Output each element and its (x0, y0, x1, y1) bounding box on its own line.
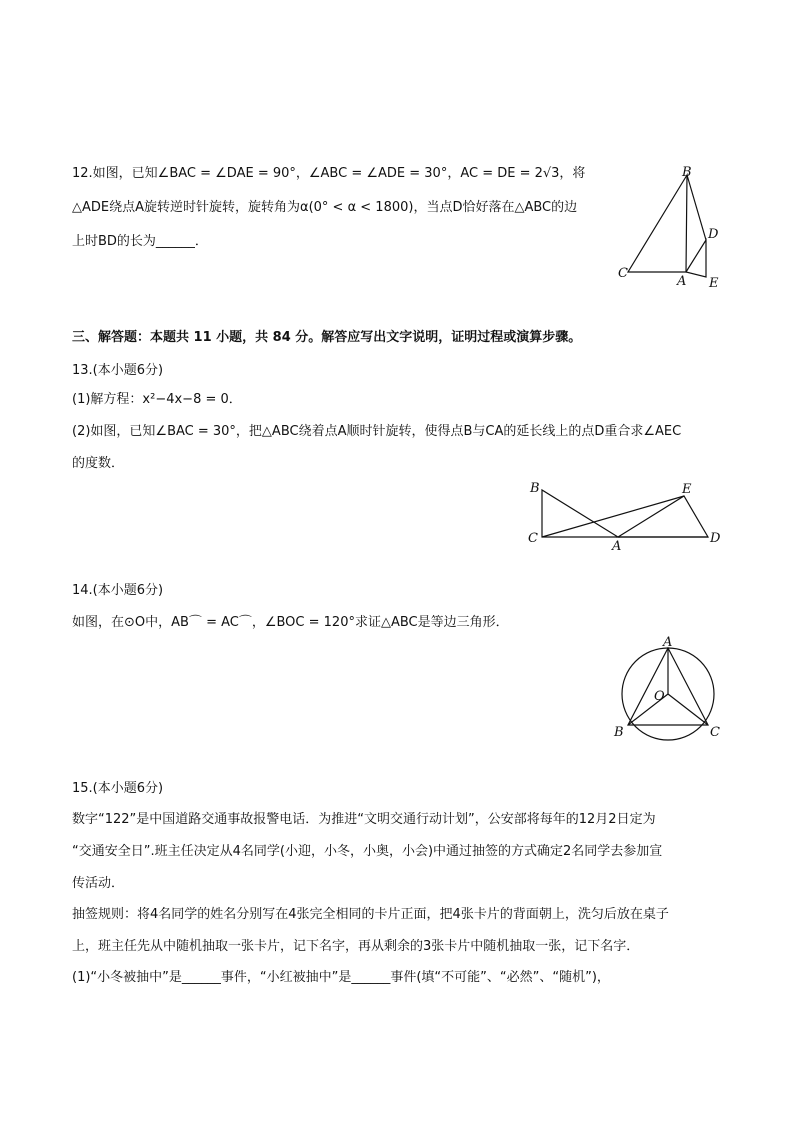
q12-line1: 12.如图，已知∠BAC = ∠DAE = 90°，∠ABC = ∠ADE = 30°，AC = DE = 2√3，将 (72, 166, 586, 181)
q12-label-e: E (709, 276, 719, 291)
q12-label-b: B (682, 165, 692, 180)
q13-part1: (1)解方程：x²−4x−8 = 0． (72, 392, 242, 407)
q15-line4: 抽签规则：将4名同学的姓名分别写在4张完全相同的卡片正面，把4张卡片的背面朝上，洗匀后放在桌子 (72, 907, 669, 922)
q15-line2: “交通安全日”.班主任决定从4名同学(小迎，小冬，小奥，小会)中通过抽签的方式确定2名同学去参加宣 (72, 844, 663, 859)
q15-line5: 上，班主任先从中随机抽取一张卡片，记下名字，再从剩余的3张卡片中随机抽取一张，记下名字． (72, 939, 640, 954)
q15-title: 15.(本小题6分) (72, 781, 164, 796)
q12-label-c: C (618, 266, 628, 281)
q14-label-o: O (654, 689, 665, 704)
q15-part1: (1)“小冬被抽中”是______事件，“小红被抽中”是______事件(填“不可能”、“必然”、“随机”)， (72, 970, 610, 985)
q14-label-b: B (614, 725, 624, 740)
q13-part2-line1: (2)如图，已知∠BAC = 30°，把△ABC绕着点A顺时针旋转，使得点B与CA的延长线上的点D重合求∠AEC (72, 424, 682, 439)
q12-triangle-ade (686, 240, 706, 277)
section3-heading: 三、解答题：本题共 11 小题，共 84 分。解答应写出文字说明，证明过程或演算步骤。 (72, 330, 582, 345)
q13-label-d: D (710, 531, 721, 546)
q15-line1: 数字“122”是中国道路交通事故报警电话．为推进“文明交通行动计划”，公安部将每年的12月2日定为 (72, 812, 656, 827)
q13-triangle-abc (542, 490, 618, 537)
q12-label-d: D (708, 227, 719, 242)
q12-line2: △ADE绕点A旋转逆时针旋转，旋转角为α(0° < α < 1800)，当点D恰好落在△ABC的边 (72, 200, 578, 215)
q12-triangle-abc (628, 175, 687, 272)
q12-line3: 上时BD的长为______． (72, 234, 208, 249)
q12-label-a: A (677, 274, 687, 289)
q13-figure (522, 474, 732, 554)
q13-label-a: A (612, 539, 622, 554)
q12-figure (610, 160, 730, 295)
q13-part2-line2: 的度数． (72, 456, 125, 471)
q14-label-a: A (663, 636, 673, 650)
q14-line1: 如图，在⊙O中，AB⌒ = AC⌒，∠BOC = 120°求证△ABC是等边三角形． (72, 615, 509, 630)
q12-segment-bd (687, 175, 706, 240)
q13-label-e: E (682, 482, 692, 497)
q13-title: 13.(本小题6分) (72, 363, 164, 378)
q13-label-b: B (530, 481, 540, 496)
q14-label-c: C (710, 725, 720, 740)
q15-line3: 传活动． (72, 876, 125, 891)
q13-segment-ce (542, 496, 684, 537)
q14-title: 14.(本小题6分) (72, 583, 164, 598)
q14-figure (606, 636, 726, 748)
q13-label-c: C (528, 531, 538, 546)
q14-segment-oc (668, 694, 708, 725)
